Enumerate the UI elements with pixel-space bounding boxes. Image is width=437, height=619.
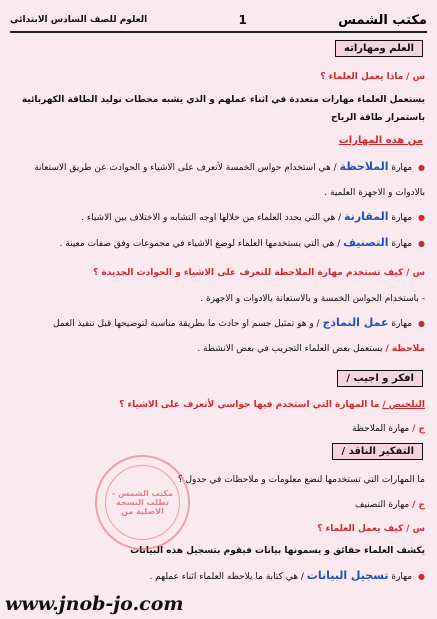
skill-prefix: مهارة [391, 319, 413, 329]
question-2 [14, 266, 425, 280]
skill-definition: / هي استخدام حواس الخمسة لأتعرف على الاشياء و الحوادث عن طريق الاستعانة [34, 163, 337, 173]
critical-question: ما المهارات التي تستخدمها لنضع معلومات و ملاحظات في جدول ؟ [177, 475, 425, 485]
skill-modeling [14, 316, 425, 331]
summary-question-text: ما المهارة التي استخدم فيها حواسي لأتعرف على الاشياء ؟ [119, 400, 380, 410]
critical-answer [14, 498, 425, 512]
skill-term: تسجيل البيانات [306, 569, 389, 582]
answer-prefix: ج / [412, 424, 425, 434]
summary-question [14, 398, 425, 412]
office-stamp [95, 455, 190, 550]
publisher-name: مكتب الشمس [338, 12, 427, 28]
question-1 [14, 70, 425, 84]
skill-definition: / هي التي يستخدمها العلماء لوضع الاشياء في مجموعات وفق صفات معينة . [59, 239, 341, 249]
section-title-science: العلم ومهاراته [335, 40, 423, 57]
question-3 [14, 522, 425, 536]
summary-label: التلخيص / [382, 400, 425, 410]
bullet-icon: ● [418, 213, 425, 222]
site-watermark: www.jnob-jo.com [5, 593, 184, 615]
skill-definition: / و هو تمثيل جسم او حادث ما بطريقة مناسبة لتوضيحها قبل تنفيذ العمل [52, 319, 320, 329]
note-label: ملاحظة / [385, 344, 425, 354]
bullet-icon: ● [418, 319, 425, 328]
skill-observation [14, 160, 425, 175]
header-rule [10, 31, 427, 33]
skill-prefix: مهارة [391, 572, 413, 582]
skill-term: عمل النماذج [322, 316, 389, 329]
answer-2-line1: - باستخدام الحواس الخمسة و بالاستعانة بالادوات و الاجهزة . [200, 294, 425, 304]
question-text: كيف تستخدم مهارة الملاحظة للتعرف على الاشياء و الحوادث الجديدة ؟ [93, 268, 404, 278]
skill-prefix: مهارة [391, 239, 413, 249]
bullet-icon: ● [418, 239, 425, 248]
skill-prefix: مهارة [391, 163, 413, 173]
skill-recording [14, 569, 425, 584]
skill-term: الملاحظة [339, 160, 389, 173]
skill-prefix: مهارة [391, 213, 413, 223]
page-header [10, 10, 427, 30]
book-title: العلوم للصف السادس الابتدائي [10, 15, 148, 25]
bullet-icon: ● [418, 163, 425, 172]
skill-observation-cont: بالادوات و الاجهزة العلمية . [324, 188, 425, 198]
note-text: يستعمل بعض العلماء التجريب في بعض الانشطة . [197, 344, 383, 354]
note [14, 342, 425, 356]
skill-classification [14, 236, 425, 251]
skill-term: التصنيف [343, 236, 389, 249]
answer-1-line1: يستعمل العلماء مهارات متعددة في اثناء عملهم و الذي يشبه محطات توليد الطاقة الكهربائية [21, 95, 425, 105]
stamp-text: مكتب الشمس - تطلب النسخة الاصلية من [105, 465, 180, 540]
question-text: كيف يعمل العلماء ؟ [317, 524, 404, 534]
skills-subtitle: من هذه المهارات [338, 135, 423, 146]
skill-definition: / هي التي يحدد العلماء من خلالها اوجه التشابه و الاختلاف بين الاشياء . [81, 213, 342, 223]
page-number: 1 [238, 13, 247, 27]
answer-prefix: ج / [412, 500, 425, 510]
skill-comparison [14, 210, 425, 225]
section-title-think: افكر و اجيب / [337, 370, 423, 387]
answer-text: مهارة الملاحظة [351, 424, 410, 434]
answer-3: يكشف العلماء حقائق و يسمونها بيانات فيقوم بتسجيل هذه البيانات [130, 546, 425, 556]
question-prefix: س / [406, 268, 425, 278]
question-prefix: س / [406, 524, 425, 534]
section-title-critical: التفكير الناقد / [332, 443, 423, 460]
question-prefix: س / [406, 72, 425, 82]
question-text: ماذا يعمل العلماء ؟ [320, 72, 404, 82]
bullet-icon: ● [418, 572, 425, 581]
skill-definition: / هي كتابة ما يلاحظه العلماء اثناء عملهم . [149, 572, 304, 582]
answer-1-line2: باستمرار طاقة الرياح [331, 113, 425, 123]
skill-term: المقارنة [344, 210, 389, 223]
summary-answer [14, 422, 425, 436]
answer-text: مهارة التصنيف [355, 500, 410, 510]
